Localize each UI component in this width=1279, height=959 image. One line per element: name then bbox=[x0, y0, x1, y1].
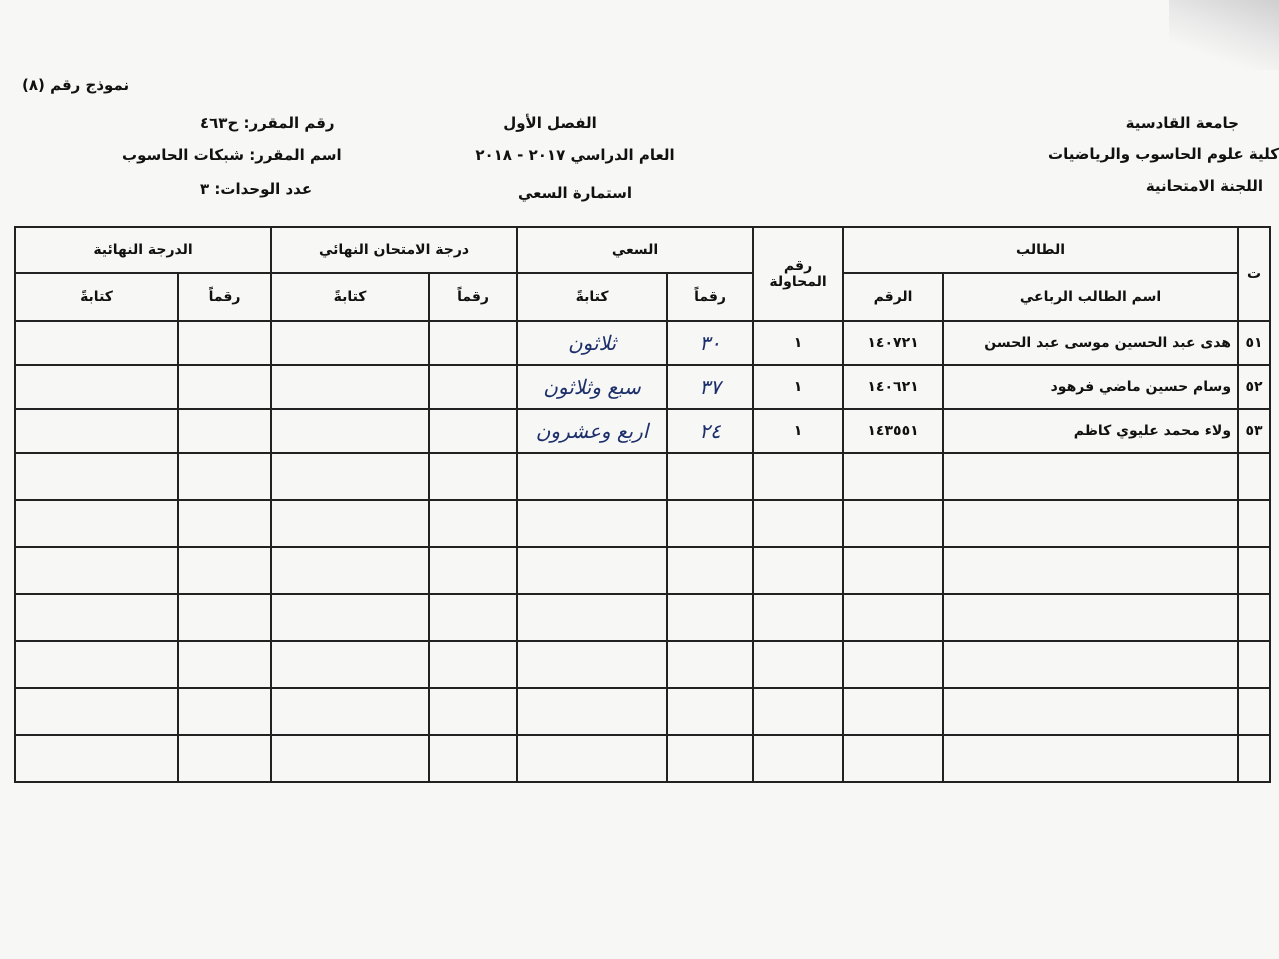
final-digits bbox=[178, 365, 271, 409]
course-code: رقم المقرر: ح٤٦٣ bbox=[200, 114, 335, 132]
empty-cell bbox=[753, 735, 843, 782]
row-seq: ٥٢ bbox=[1238, 365, 1270, 409]
empty-cell bbox=[943, 641, 1238, 688]
empty-cell bbox=[1238, 735, 1270, 782]
final-words bbox=[15, 409, 178, 453]
seq-header: ت bbox=[1238, 227, 1270, 321]
empty-cell bbox=[843, 500, 943, 547]
empty-cell bbox=[843, 735, 943, 782]
empty-cell bbox=[753, 547, 843, 594]
empty-cell bbox=[271, 735, 429, 782]
empty-cell bbox=[15, 500, 178, 547]
effort-header: السعي bbox=[517, 227, 753, 273]
form-title: استمارة السعي bbox=[517, 184, 633, 202]
final-words bbox=[15, 365, 178, 409]
empty-cell bbox=[517, 547, 667, 594]
row-seq: ٥١ bbox=[1238, 321, 1270, 365]
empty-cell bbox=[15, 594, 178, 641]
final-digits bbox=[178, 321, 271, 365]
exam-digits-header: رقماً bbox=[429, 273, 517, 321]
empty-cell bbox=[843, 453, 943, 500]
empty-cell bbox=[667, 453, 753, 500]
student-name: هدى عبد الحسين موسى عبد الحسن bbox=[943, 321, 1238, 365]
empty-cell bbox=[517, 735, 667, 782]
empty-cell bbox=[1238, 547, 1270, 594]
empty-cell bbox=[178, 641, 271, 688]
empty-cell bbox=[517, 594, 667, 641]
empty-cell bbox=[667, 594, 753, 641]
attempt-number: ١ bbox=[753, 321, 843, 365]
student-name: وسام حسين ماضي فرهود bbox=[943, 365, 1238, 409]
empty-cell bbox=[429, 547, 517, 594]
empty-cell bbox=[271, 500, 429, 547]
empty-cell bbox=[429, 688, 517, 735]
empty-cell bbox=[943, 735, 1238, 782]
effort-words: ثلاثون bbox=[517, 321, 667, 365]
empty-row bbox=[15, 688, 1270, 735]
empty-row bbox=[15, 641, 1270, 688]
empty-cell bbox=[271, 594, 429, 641]
course-units: عدد الوحدات: ٣ bbox=[200, 180, 313, 198]
grades-table bbox=[14, 226, 1271, 783]
attempt-number: ١ bbox=[753, 409, 843, 453]
effort-words: سبع وثلاثون bbox=[517, 365, 667, 409]
academic-year: العام الدراسي ٢٠١٧ - ٢٠١٨ bbox=[475, 146, 675, 164]
effort-digits: ٣٠ bbox=[667, 321, 753, 365]
empty-cell bbox=[843, 547, 943, 594]
empty-cell bbox=[517, 641, 667, 688]
empty-cell bbox=[843, 594, 943, 641]
empty-cell bbox=[753, 594, 843, 641]
table-row bbox=[15, 321, 1270, 365]
empty-cell bbox=[15, 453, 178, 500]
final-digits bbox=[178, 409, 271, 453]
empty-cell bbox=[1238, 594, 1270, 641]
student-id: ١٤٠٧٢١ bbox=[843, 321, 943, 365]
empty-cell bbox=[429, 453, 517, 500]
empty-cell bbox=[943, 547, 1238, 594]
empty-cell bbox=[178, 594, 271, 641]
empty-row bbox=[15, 500, 1270, 547]
name-header: اسم الطالب الرباعي bbox=[943, 273, 1238, 321]
empty-cell bbox=[1238, 500, 1270, 547]
empty-cell bbox=[943, 453, 1238, 500]
empty-row bbox=[15, 735, 1270, 782]
empty-cell bbox=[667, 735, 753, 782]
effort-words-header: كتابةً bbox=[517, 273, 667, 321]
effort-digits: ٣٧ bbox=[667, 365, 753, 409]
student-header: الطالب bbox=[843, 227, 1238, 273]
student-id: ١٤٠٦٢١ bbox=[843, 365, 943, 409]
exam-header: درجة الامتحان النهائي bbox=[271, 227, 517, 273]
student-name: ولاء محمد عليوي كاظم bbox=[943, 409, 1238, 453]
empty-cell bbox=[667, 641, 753, 688]
table-row bbox=[15, 409, 1270, 453]
id-header: الرقم bbox=[843, 273, 943, 321]
exam-words bbox=[271, 409, 429, 453]
exam-words-header: كتابةً bbox=[271, 273, 429, 321]
attempt-number: ١ bbox=[753, 365, 843, 409]
empty-cell bbox=[178, 500, 271, 547]
empty-cell bbox=[271, 641, 429, 688]
final-digits-header: رقماً bbox=[178, 273, 271, 321]
empty-cell bbox=[429, 735, 517, 782]
empty-cell bbox=[667, 547, 753, 594]
empty-cell bbox=[753, 641, 843, 688]
effort-words: اربع وعشرون bbox=[517, 409, 667, 453]
exam-words bbox=[271, 365, 429, 409]
exam-words bbox=[271, 321, 429, 365]
empty-cell bbox=[943, 500, 1238, 547]
exam-committee: اللجنة الامتحانية bbox=[1145, 177, 1263, 195]
empty-cell bbox=[178, 453, 271, 500]
empty-cell bbox=[1238, 641, 1270, 688]
final-words bbox=[15, 321, 178, 365]
form-model-number: نموذج رقم (٨) bbox=[22, 76, 130, 94]
empty-cell bbox=[1238, 453, 1270, 500]
empty-cell bbox=[271, 453, 429, 500]
empty-cell bbox=[178, 547, 271, 594]
student-id: ١٤٣٥٥١ bbox=[843, 409, 943, 453]
empty-row bbox=[15, 453, 1270, 500]
empty-cell bbox=[843, 688, 943, 735]
empty-cell bbox=[178, 735, 271, 782]
empty-cell bbox=[429, 641, 517, 688]
effort-digits: ٢٤ bbox=[667, 409, 753, 453]
empty-cell bbox=[667, 500, 753, 547]
page-curl-shadow bbox=[1169, 0, 1279, 70]
empty-cell bbox=[753, 500, 843, 547]
empty-cell bbox=[517, 688, 667, 735]
empty-cell bbox=[753, 453, 843, 500]
table-row bbox=[15, 365, 1270, 409]
empty-cell bbox=[517, 453, 667, 500]
empty-cell bbox=[429, 500, 517, 547]
empty-cell bbox=[15, 547, 178, 594]
empty-cell bbox=[178, 688, 271, 735]
semester: الفصل الأول bbox=[503, 114, 597, 132]
empty-cell bbox=[429, 594, 517, 641]
empty-cell bbox=[843, 641, 943, 688]
exam-digits bbox=[429, 321, 517, 365]
empty-cell bbox=[753, 688, 843, 735]
empty-cell bbox=[15, 641, 178, 688]
course-name: اسم المقرر: شبكات الحاسوب bbox=[122, 146, 342, 164]
empty-cell bbox=[517, 500, 667, 547]
university-name: جامعة القادسية bbox=[1125, 114, 1239, 132]
empty-cell bbox=[943, 594, 1238, 641]
empty-cell bbox=[1238, 688, 1270, 735]
attempt-header: رقم المحاولة bbox=[753, 227, 843, 321]
empty-row bbox=[15, 594, 1270, 641]
final-words-header: كتابةً bbox=[15, 273, 178, 321]
final-grade-header: الدرجة النهائية bbox=[15, 227, 271, 273]
empty-row bbox=[15, 547, 1270, 594]
empty-cell bbox=[15, 688, 178, 735]
college-name: كلية علوم الحاسوب والرياضيات bbox=[1048, 145, 1279, 163]
exam-digits bbox=[429, 409, 517, 453]
empty-cell bbox=[271, 547, 429, 594]
row-seq: ٥٣ bbox=[1238, 409, 1270, 453]
empty-cell bbox=[271, 688, 429, 735]
exam-digits bbox=[429, 365, 517, 409]
effort-digits-header: رقماً bbox=[667, 273, 753, 321]
empty-cell bbox=[15, 735, 178, 782]
empty-cell bbox=[667, 688, 753, 735]
empty-cell bbox=[943, 688, 1238, 735]
